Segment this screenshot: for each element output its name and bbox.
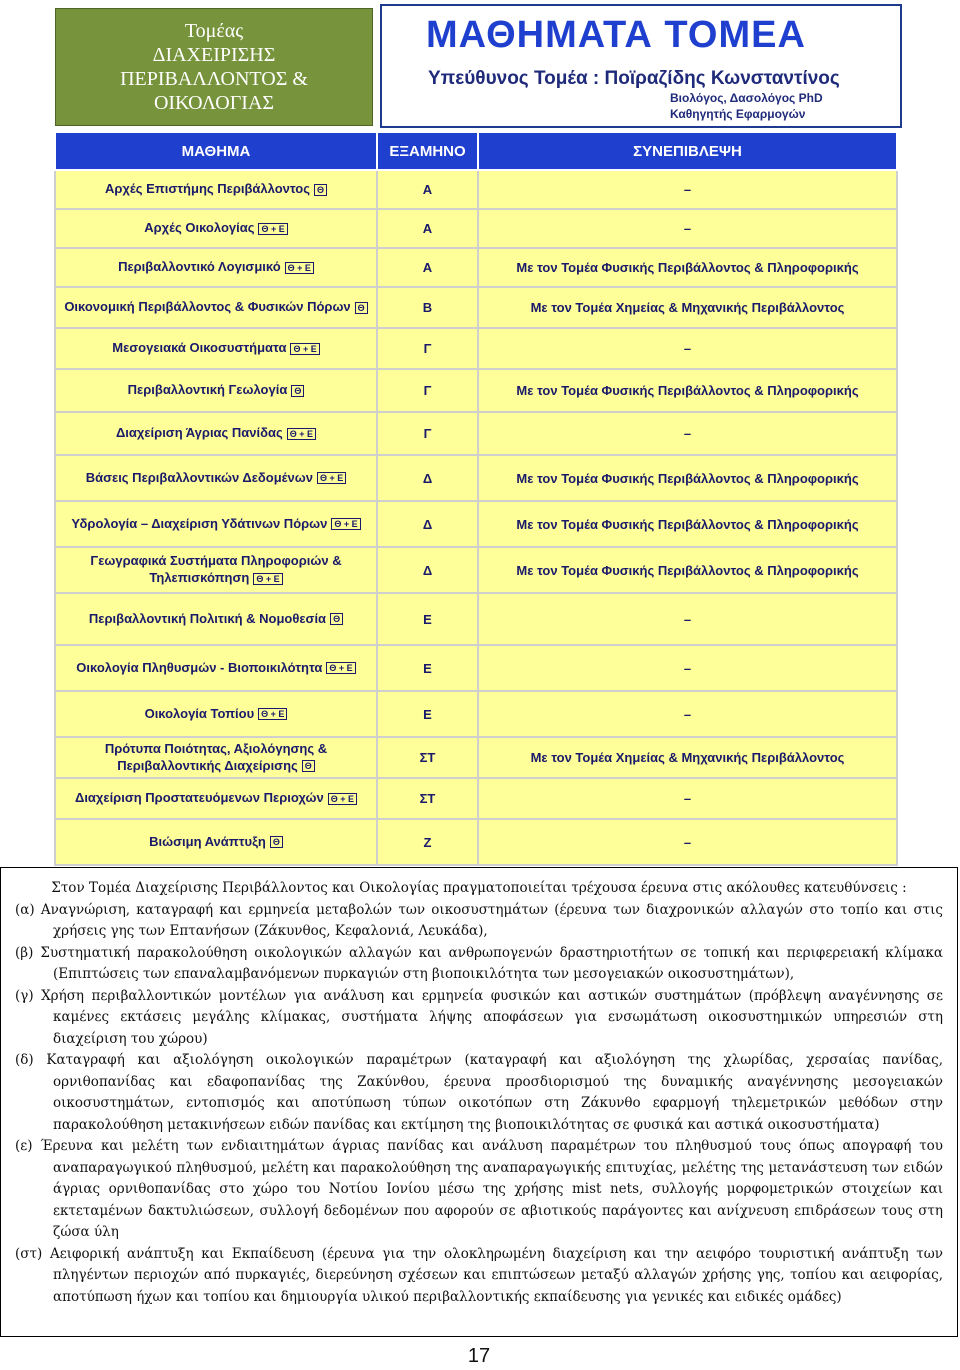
course-name: Περιβαλλοντικό Λογισμικό <box>118 259 281 275</box>
sector-responsible: Υπεύθυνος Τομέα : Ποϊραζίδης Κωνσταντίνος <box>428 68 840 89</box>
table-row <box>55 547 897 593</box>
header-banner <box>380 4 902 128</box>
table-row <box>55 328 897 369</box>
course-type-tag: Θ + Ε <box>287 428 316 440</box>
supervision-cell: Με τον Τομέα Φυσικής Περιβάλλοντος & Πληροφορικής <box>478 369 897 412</box>
semester-cell: Α <box>377 170 478 209</box>
table-row <box>55 369 897 412</box>
course-name: Οικολογία Πληθυσμών - Βιοποικιλότητα <box>76 659 323 675</box>
course-type-tag: Θ + Ε <box>258 708 287 720</box>
course-name: Περιβαλλοντική Γεωλογία <box>127 382 288 398</box>
semester-cell: Ζ <box>377 819 478 865</box>
research-item: (β) Συστηματική παρακολούθηση οικολογικών αλλαγών και ανθρωπογενών δραστηριοτήτων σε τοπική και περιφερειακή κλίμακα (Επιπτώσεις των επαναλαμβανόμενων πυρκαγιών στη βιοποικιλότητα των μεσογειακών οικοσυστημάτων), <box>15 944 943 982</box>
course-type-tag: Θ <box>270 836 283 848</box>
semester-cell: Ε <box>377 645 478 691</box>
course-cell <box>55 248 377 287</box>
table-row <box>55 778 897 819</box>
course-cell <box>55 547 377 593</box>
table-row <box>55 501 897 547</box>
course-type-tag: Θ <box>314 184 327 196</box>
header-semester: ΕΞΑΜΗΝΟ <box>377 132 478 170</box>
course-name: Οικονομική Περιβάλλοντος & Φυσικών Πόρων <box>64 299 351 315</box>
supervision-cell: Με τον Τομέα Φυσικής Περιβάλλοντος & Πληροφορικής <box>478 547 897 593</box>
supervision-cell: – <box>478 209 897 248</box>
header-supervision: ΣΥΝΕΠΙΒΛΕΨΗ <box>478 132 897 170</box>
course-name: Αρχές Οικολογίας <box>144 220 255 236</box>
course-type-tag: Θ + Ε <box>285 262 314 274</box>
semester-cell: Α <box>377 248 478 287</box>
semester-cell: Δ <box>377 455 478 501</box>
semester-cell: ΣΤ <box>377 737 478 778</box>
table-row <box>55 737 897 778</box>
course-type-tag: Θ + Ε <box>258 223 287 235</box>
supervision-cell: – <box>478 778 897 819</box>
supervision-cell: – <box>478 691 897 737</box>
course-name: Περιβαλλοντική Πολιτική & Νομοθεσία <box>88 610 327 626</box>
course-cell <box>55 737 377 778</box>
course-cell <box>55 501 377 547</box>
course-cell <box>55 412 377 455</box>
research-item: (ε) Έρευνα και μελέτη των ενδιαιτημάτων άγριας πανίδας και ανάλυση παραμέτρων του πληθυσμού τους όπως απογραφή του αναπαραγωγικού πληθυσμού, μελέτη και παρακολούθηση της αναπαραγωγικής επιτυχίας, μελέτης της μετανάστευση των ειδών άγριας ορνιθοπανίδας στο χώρο του Νοτίου Ιονίου μέσω της χρήσης mist nets, συλλογής μορφομετρικών στοιχείων και εκτεταμένων δακτυλιώσεων, συλλογή δεδομένων που αφορούν σε αβιοτικούς παράγοντες και ανίχνευση επιδράσεων τους στη ζώσα ύλη <box>15 1138 943 1240</box>
course-name: Πρότυπα Ποιότητας, Αξιολόγησης & Περιβαλλοντικής Διαχείρισης <box>104 740 328 773</box>
page-number: 17 <box>467 1345 491 1367</box>
supervision-cell: Με τον Τομέα Φυσικής Περιβάλλοντος & Πληροφορικής <box>478 455 897 501</box>
sector-title-box <box>55 8 373 126</box>
table-row <box>55 170 897 209</box>
semester-cell: Γ <box>377 412 478 455</box>
course-type-tag: Θ <box>355 302 368 314</box>
supervision-cell: – <box>478 819 897 865</box>
supervision-cell: – <box>478 593 897 645</box>
sector-line: ΠΕΡΙΒΑΛΛΟΝΤΟΣ & <box>120 68 308 90</box>
course-cell <box>55 287 377 328</box>
responsible-role-2: Καθηγητής Εφαρμογών <box>670 107 806 121</box>
course-cell <box>55 691 377 737</box>
course-type-tag: Θ + Ε <box>326 662 355 674</box>
course-name: Βιώσιμη Ανάπτυξη <box>149 833 266 849</box>
courses-table <box>54 131 898 866</box>
supervision-cell: – <box>478 645 897 691</box>
semester-cell: Α <box>377 209 478 248</box>
table-header-row <box>55 132 897 170</box>
semester-cell: Ε <box>377 593 478 645</box>
research-item: (α) Αναγνώριση, καταγραφή και ερμηνεία μεταβολών των οικοσυστημάτων (έρευνα των διαχρονικών αλλαγών στο τοπίο και στις χρήσεις γης των Επτανήσων (Ζάκυνθος, Κεφαλονιά, Λευκάδα), <box>15 901 943 939</box>
supervision-cell: Με τον Τομέα Χημείας & Μηχανικής Περιβάλλοντος <box>478 287 897 328</box>
course-type-tag: Θ <box>330 613 343 625</box>
table-row <box>55 691 897 737</box>
course-name: Βάσεις Περιβαλλοντικών Δεδομένων <box>85 469 313 485</box>
course-name: Υδρολογία – Διαχείριση Υδάτινων Πόρων <box>71 515 328 531</box>
table-row <box>55 412 897 455</box>
table-row <box>55 819 897 865</box>
semester-cell: Β <box>377 287 478 328</box>
course-cell <box>55 369 377 412</box>
table-row <box>55 455 897 501</box>
supervision-cell: Με τον Τομέα Φυσικής Περιβάλλοντος & Πληροφορικής <box>478 248 897 287</box>
research-text-box <box>0 867 958 1337</box>
course-cell <box>55 170 377 209</box>
page-title: ΜΑΘΗΜΑΤΑ ΤΟΜΕΑ <box>426 14 806 56</box>
course-name: Οικολογία Τοπίου <box>144 705 255 721</box>
course-type-tag: Θ <box>302 760 315 772</box>
course-type-tag: Θ + Ε <box>328 793 357 805</box>
semester-cell: Ε <box>377 691 478 737</box>
course-type-tag: Θ + Ε <box>331 518 360 530</box>
table-row <box>55 248 897 287</box>
course-name: Διαχείριση Άγριας Πανίδας <box>115 425 283 441</box>
supervision-cell: – <box>478 328 897 369</box>
course-name: Μεσογειακά Οικοσυστήματα <box>112 340 287 356</box>
table-row <box>55 593 897 645</box>
supervision-cell: – <box>478 170 897 209</box>
research-item: (δ) Καταγραφή και αξιολόγηση οικολογικών παραμέτρων (καταγραφή και αξιολόγηση της χλωρίδας, χερσαίας πανίδας, ορνιθοπανίδας και εδαφοπανίδας της Ζακύνθου, έρευνα προσδιορισμού της δυναμικής αναγέννησης μεσογειακών οικοσυστημάτων, εντοπισμός και αποτύπωση τύπων οικοτόπων στη Ζάκυνθο εφαρμογή τηλεμετρικών μεθόδων στην παρακολούθηση μετακινήσεων ειδών πανίδας και εκτίμηση της βιοποικιλότητας σε φυσικά και αστικά οικοσυστήματα) <box>15 1052 943 1133</box>
header-course: ΜΑΘΗΜΑ <box>55 132 377 170</box>
sector-line: ΟΙΚΟΛΟΓΙΑΣ <box>153 92 275 114</box>
course-type-tag: Θ + Ε <box>290 343 319 355</box>
course-cell <box>55 778 377 819</box>
table-row <box>55 645 897 691</box>
sector-line: Τομέας <box>184 20 244 42</box>
research-item: (στ) Αειφορική ανάπτυξη και Εκπαίδευση (έρευνα για την ολοκληρωμένη διαχείριση και την αειφόρο τουριστική ανάπτυξη των πληγέντων περιοχών από πυρκαγιές, διερεύνηση σχέσεων και επιπτώσεων μεταξύ αλλαγών χρήσης γης, τοπίου και αειφορίας, αποτύπωση ήχων και τοπίου και δημιουργία υλικού περιβαλλοντικής εκπαίδευσης για γενικές και ειδικές ομάδες) <box>15 1245 943 1305</box>
semester-cell: Δ <box>377 501 478 547</box>
semester-cell: Γ <box>377 328 478 369</box>
course-name: Γεωγραφικά Συστήματα Πληροφοριών & Τηλεπισκόπηση <box>90 553 342 586</box>
semester-cell: Γ <box>377 369 478 412</box>
course-cell <box>55 645 377 691</box>
course-type-tag: Θ + Ε <box>317 472 346 484</box>
research-intro: Στον Τομέα Διαχείρισης Περιβάλλοντος και Οικολογίας πραγματοποιείται τρέχουσα έρευνα στις ακόλουθες κατευθύνσεις : <box>51 880 907 896</box>
course-type-tag: Θ <box>291 385 304 397</box>
research-item: (γ) Χρήση περιβαλλοντικών μοντέλων για ανάλυση και ερμηνεία φυσικών και αστικών συστημάτων (πρόβλεψη αναγέννησης σε καμένες εκτάσεις μεγάλης κλίμακας, συστήματα λήψης αποφάσεων για ενσωμάτωση οικοσυστημικών υπηρεσιών στη διαχείριση του χώρου) <box>15 987 943 1047</box>
supervision-cell: – <box>478 412 897 455</box>
course-name: Αρχές Επιστήμης Περιβάλλοντος <box>104 181 311 197</box>
course-cell <box>55 455 377 501</box>
semester-cell: Δ <box>377 547 478 593</box>
responsible-role-1: Βιολόγος, Δασολόγος PhD <box>670 91 823 105</box>
sector-line: ΔΙΑΧΕΙΡΙΣΗΣ <box>152 44 276 66</box>
course-name: Διαχείριση Προστατευόμενων Περιοχών <box>74 790 324 806</box>
course-type-tag: Θ + Ε <box>253 573 282 585</box>
course-cell <box>55 209 377 248</box>
course-cell <box>55 593 377 645</box>
course-cell <box>55 819 377 865</box>
table-row <box>55 287 897 328</box>
course-cell <box>55 328 377 369</box>
supervision-cell: Με τον Τομέα Χημείας & Μηχανικής Περιβάλλοντος <box>478 737 897 778</box>
semester-cell: ΣΤ <box>377 778 478 819</box>
supervision-cell: Με τον Τομέα Φυσικής Περιβάλλοντος & Πληροφορικής <box>478 501 897 547</box>
table-row <box>55 209 897 248</box>
